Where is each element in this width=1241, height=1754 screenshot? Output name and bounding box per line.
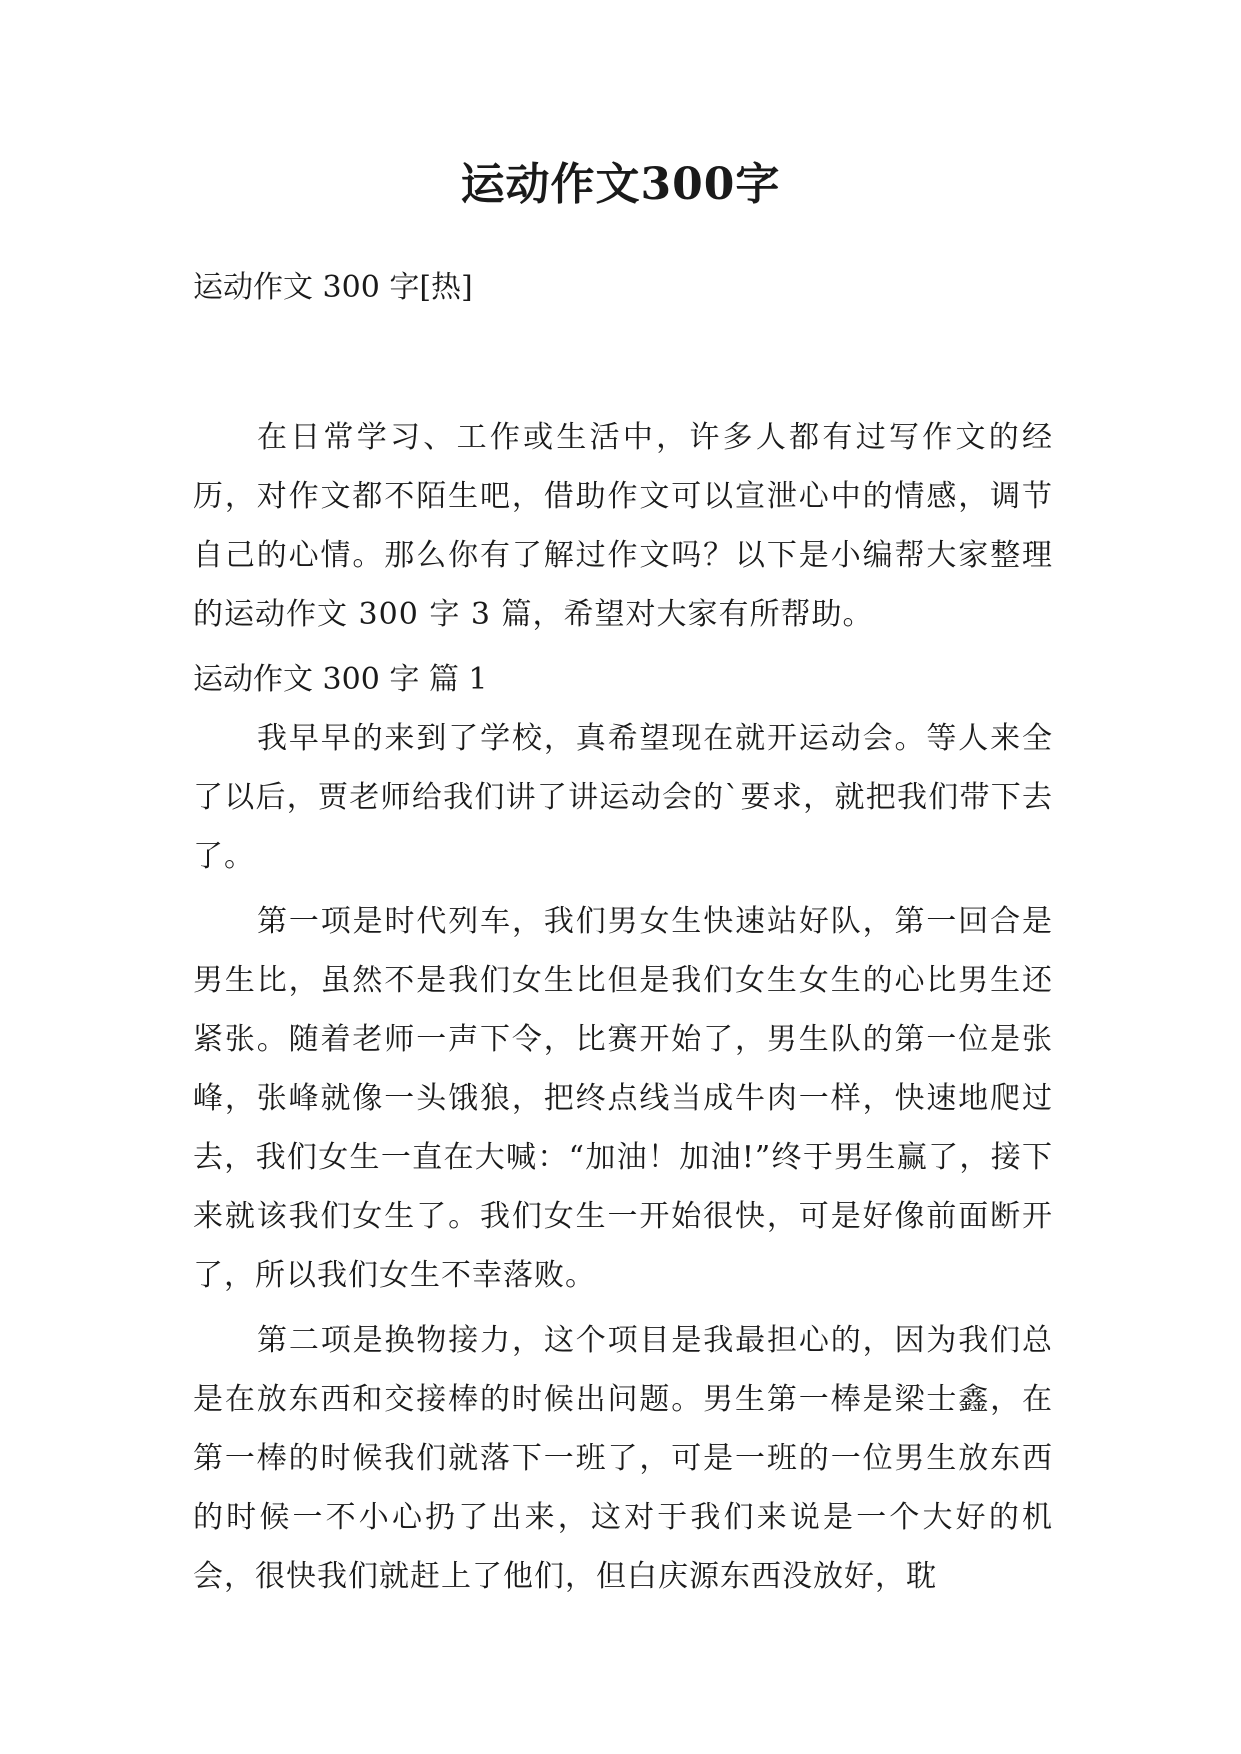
body-paragraph-2: 第一项是时代列车，我们男女生快速站好队，第一回合是男生比，虽然不是我们女生比但是我们女生女生的心比男生还紧张。随着老师一声下令，比赛开始了，男生队的第一位是张峰，张峰就像一头饿狼，把终点线当成牛肉一样，快速地爬过去，我们女生一直在大喊：“加油！加油!”终于男生赢了，接下来就该我们女生了。我们女生一开始很快，可是好像前面断开了，所以我们女生不幸落败。 xyxy=(193,904,1053,1293)
intro-paragraph: 在日常学习、工作或生活中，许多人都有过写作文的经历，对作文都不陌生吧，借助作文可以宣泄心中的情感，调节自己的心情。那么你有了解过作文吗？以下是小编帮大家整理的运动作文 300 字 3 篇，希望对大家有所帮助。 xyxy=(193,420,1053,632)
document-subtitle: 运动作文 300 字[热] xyxy=(193,270,473,305)
section-heading: 运动作文 300 字 篇 1 xyxy=(193,662,488,697)
document-body xyxy=(193,408,1053,1612)
document-title: 运动作文300字 xyxy=(460,159,781,210)
body-paragraph-3: 第二项是换物接力，这个项目是我最担心的，因为我们总是在放东西和交接棒的时候出问题。男生第一棒是梁士鑫，在第一棒的时候我们就落下一班了，可是一班的一位男生放东西的时候一不小心扔了出来，这对于我们来说是一个大好的机会，很快我们就赶上了他们，但白庆源东西没放好，耽 xyxy=(193,1323,1053,1594)
body-paragraph-1: 我早早的来到了学校，真希望现在就开运动会。等人来全了以后，贾老师给我们讲了讲运动会的`要求，就把我们带下去了。 xyxy=(193,721,1053,874)
